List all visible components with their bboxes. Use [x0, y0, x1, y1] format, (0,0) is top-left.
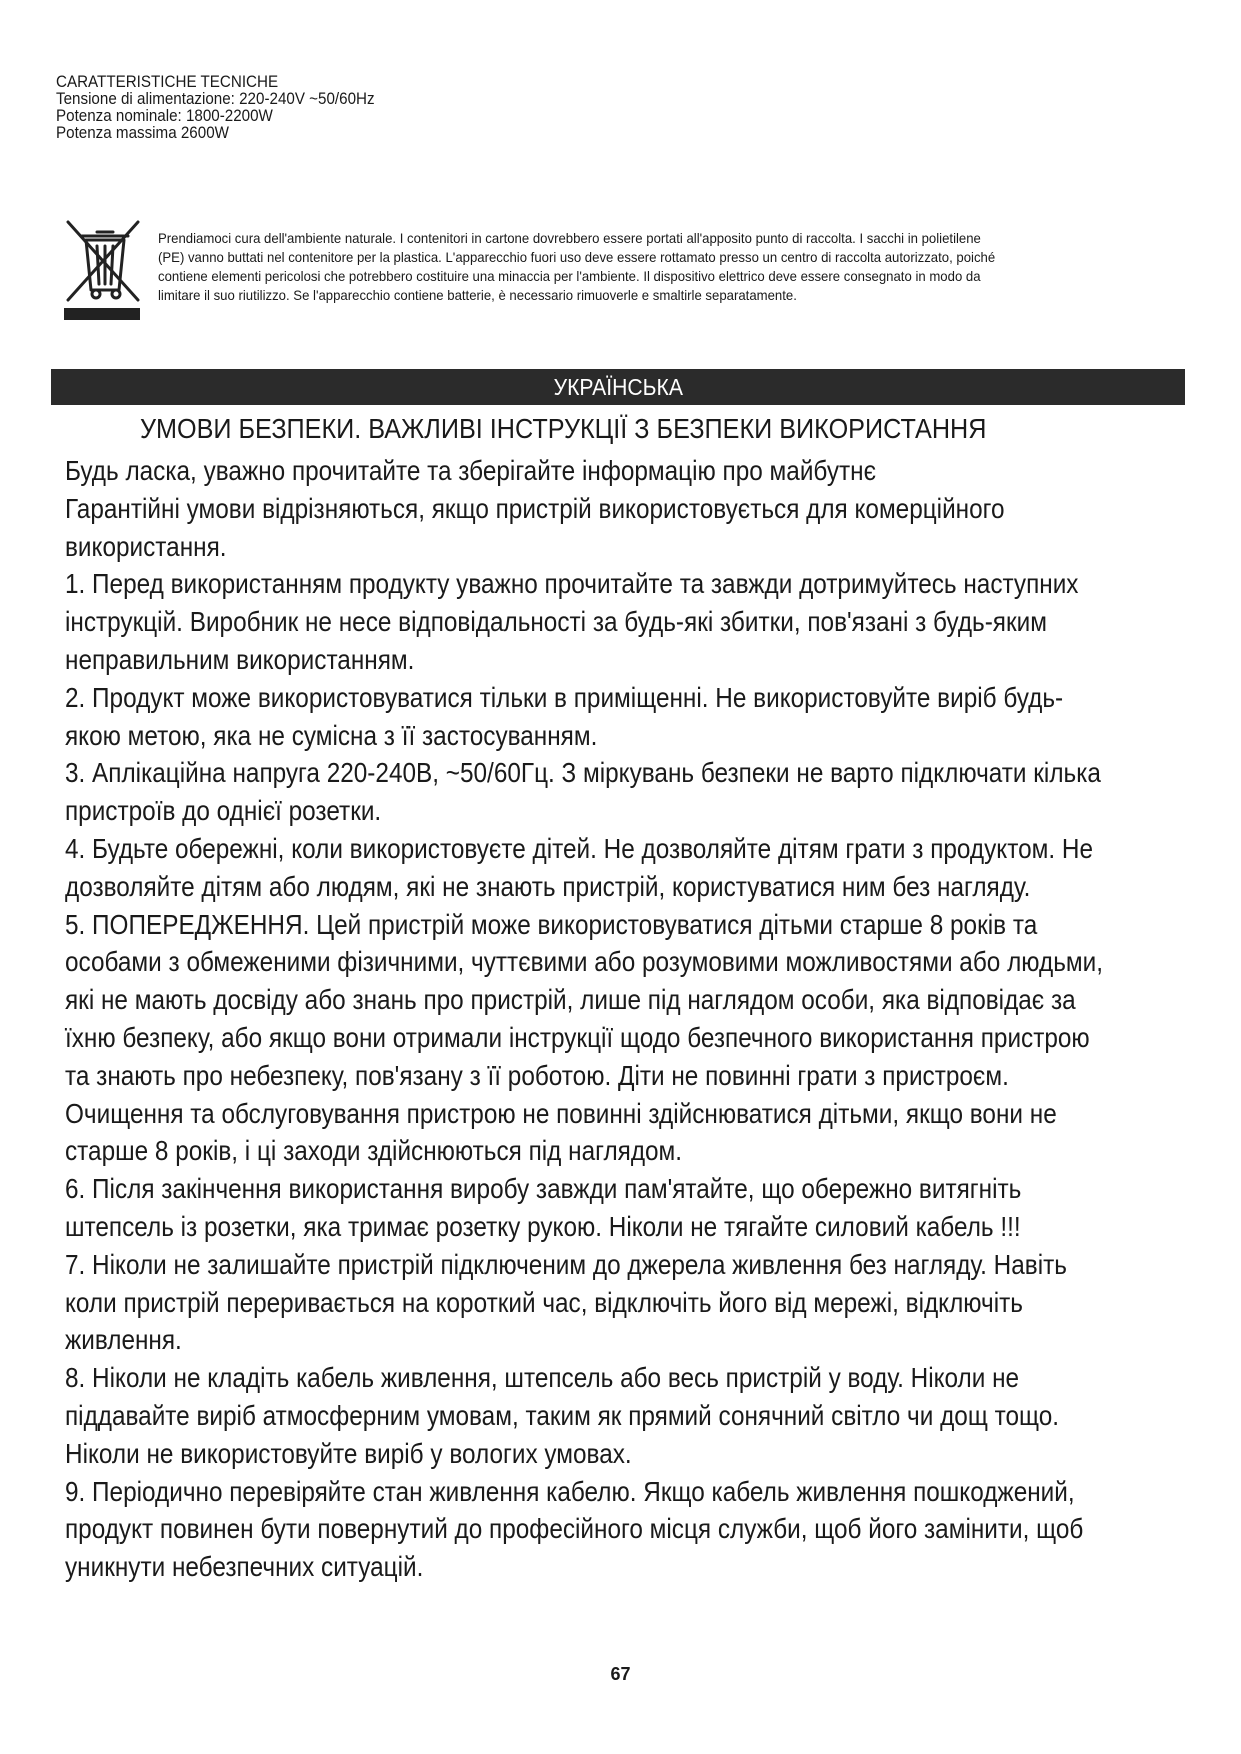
safety-instructions	[65, 452, 1105, 1586]
instruction-item-4: 4. Будьте обережні, коли використовуєте дітей. Не дозволяйте дітям грати з продуктом. Не дозволяйте дітям або людям, які не знають пристрій, користуватися ним без нагляду.	[65, 832, 1093, 902]
crossed-out-wheelie-bin-icon	[64, 218, 146, 322]
instruction-item-6: 6. Після закінчення використання виробу завжди пам'ятайте, що обережно витягніть штепсель із розетки, яка тримає розетку рукою. Ніколи не тягайте силовий кабель !!!	[65, 1173, 1022, 1242]
technical-specs	[56, 74, 700, 142]
instruction-item-3: 3. Аплікаційна напруга 220-240В, ~50/60Гц. З міркувань безпеки не варто підключати кілька пристроїв до однієї розетки.	[65, 757, 1101, 827]
specs-nominal-power: Potenza nominale: 1800-2200W	[56, 107, 273, 125]
instruction-item-9: 9. Періодично перевіряйте стан живлення кабелю. Якщо кабель живлення пошкоджений, продукт повинен бути повернутий до професійного місця служби, щоб його замінити, щоб уникнути небезпечних ситуацій.	[65, 1475, 1084, 1583]
environment-line: Prendiamoci cura dell'ambiente naturale. I contenitori in cartone dovrebbero essere portati all'apposito punto di raccolta. I sacchi in polietilene	[158, 230, 981, 246]
environment-line: limitare il suo riutilizzo. Se l'apparecchio contiene batterie, è necessario rimuoverle e smaltirle separatamente.	[158, 287, 797, 303]
instruction-item-8: 8. Ніколи не кладіть кабель живлення, штепсель або весь пристрій у воду. Ніколи не піддавайте виріб атмосферним умовам, таким як прямий сонячний світло чи дощ тощо. Ніколи не використовуйте виріб у вологих умовах.	[65, 1362, 1060, 1469]
environment-notice	[158, 229, 1136, 305]
language-label: УКРАЇНСЬКА	[553, 374, 683, 400]
environment-line: contiene elementi pericolosi che potrebbero costituire una minaccia per l'ambiente. Il dispositivo elettrico deve essere consegnato in modo da	[158, 268, 981, 284]
warranty-paragraph: Гарантійні умови відрізняються, якщо пристрій використовується для комерційного використання.	[65, 492, 1005, 562]
safety-title: УМОВИ БЕЗПЕКИ. ВАЖЛИВІ ІНСТРУКЦІЇ З БЕЗПЕКИ ВИКОРИСТАННЯ	[140, 413, 987, 444]
environment-line: (PE) vanno buttati nel contenitore per la plastica. L'apparecchio fuori uso deve essere rottamato presso un centro di raccolta autorizzato, poiché	[158, 249, 996, 265]
instruction-item-5: 5. ПОПЕРЕДЖЕННЯ. Цей пристрій може використовуватися дітьми старше 8 років та особами з обмеженими фізичними, чуттєвими або розумовими можливостями або людьми, які не мають досвіду або знань про пристрій, лише під наглядом особи, яка відповідає за їхню безпеку, або якщо вони отримали інструкції щодо безпечного використання пристрою та знають про небезпеку, пов'язану з її роботою. Діти не повинні грати з пристроєм. Очищення та обслуговування пристрою не повинні здійснюватися дітьми, якщо вони не старше 8 років, і ці заходи здійснюються під наглядом.	[65, 908, 1103, 1167]
instruction-item-7: 7. Ніколи не залишайте пристрій підключеним до джерела живлення без нагляду. Навіть коли пристрій переривається на короткий час, відключіть його від мережі, відключіть живлення.	[65, 1248, 1067, 1356]
language-header-bar	[51, 369, 1185, 405]
specs-max-power: Potenza massima 2600W	[56, 124, 229, 142]
specs-voltage: Tensione di alimentazione: 220-240V ~50/60Hz	[56, 90, 375, 108]
intro-paragraph: Будь ласка, уважно прочитайте та зберігайте інформацію про майбутнє	[65, 455, 877, 486]
page-number: 67	[610, 1664, 631, 1684]
instruction-item-2: 2. Продукт може використовуватися тільки в приміщенні. Не використовуйте виріб будь-якою метою, яка не сумісна з її застосуванням.	[65, 681, 1064, 751]
specs-title: CARATTERISTICHE TECNICHE	[56, 73, 279, 91]
instruction-item-1: 1. Перед використанням продукту уважно прочитайте та завжди дотримуйтесь наступних інструкцій. Виробник не несе відповідальності за будь-які збитки, пов'язані з будь-яким неправильним використанням.	[65, 568, 1079, 675]
